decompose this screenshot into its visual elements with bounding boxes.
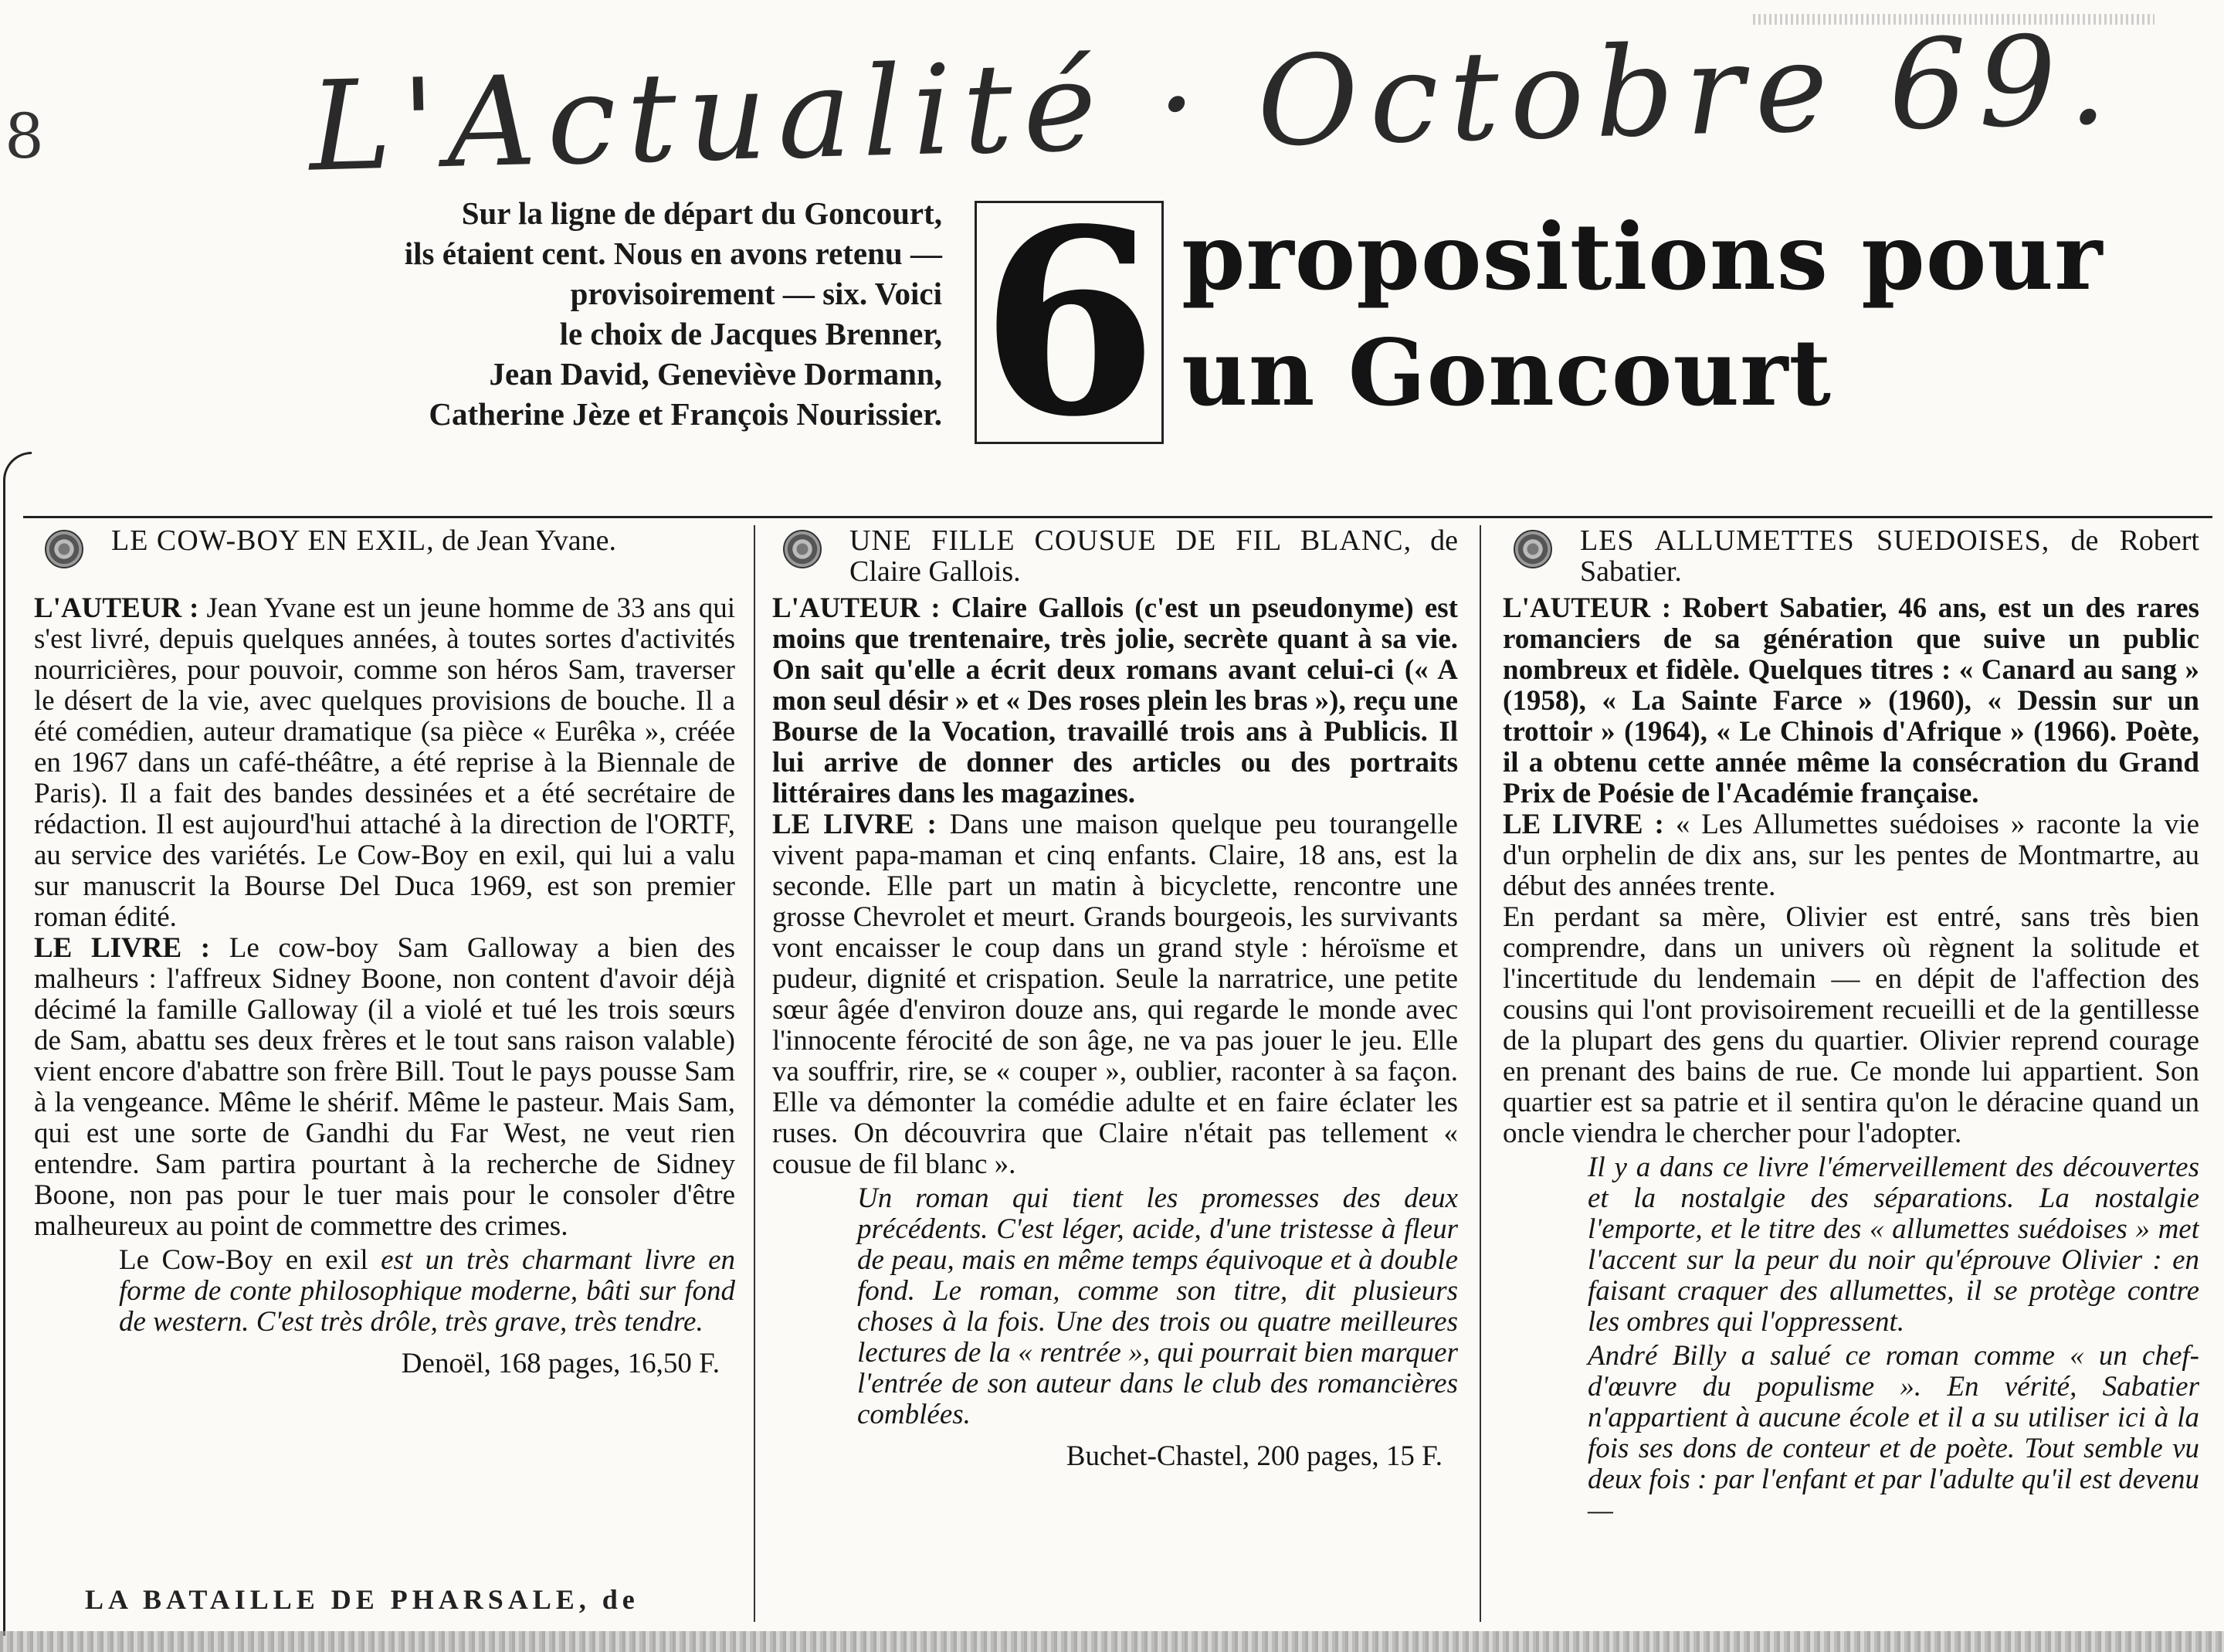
author-paragraph: [772, 593, 1458, 809]
comment-text: est un très charmant livre en forme de conte philosophique moderne, bâti sur fond de western. C'est très drôle, très grave, très tendre.: [119, 1244, 735, 1338]
author-label: L'AUTEUR :: [772, 592, 951, 624]
article-column-3: [1503, 525, 2199, 1622]
book-paragraph: [1503, 809, 2199, 902]
author-label: L'AUTEUR :: [34, 592, 207, 624]
next-article-title: LA BATAILLE DE PHARSALE, de: [85, 1584, 639, 1615]
book-paragraph: [34, 933, 735, 1242]
comment-text: Un roman qui tient les promesses des deux précédents. C'est léger, acide, d'une tristesse à fleur de peau, mais en même temps équivoque et à double fond. Le roman, comme son titre, dit plusieurs choses à la fois. Une des trois ou quatre meilleures lectures de la « rentrée », qui pourrait bien marquer l'entrée de son auteur dans le club des romancières comblées.: [857, 1182, 1458, 1430]
book-label: LE LIVRE :: [34, 932, 229, 964]
book-label: LE LIVRE :: [772, 809, 950, 840]
headline-line-2: un Goncourt: [1182, 319, 1832, 426]
comment-roman: Le Cow-Boy en exil: [119, 1244, 381, 1276]
author-paragraph: [1503, 593, 2199, 809]
publisher-info: Buchet-Chastel, 200 pages, 15 F.: [1066, 1440, 1443, 1472]
intro-line: le choix de Jacques Brenner,: [559, 316, 942, 351]
book-paragraph-continued: En perdant sa mère, Olivier est entré, sans très bien comprendre, dans un univers où règnent la solitude et l'incertitude du lendemain — en dépit de l'affection des cousins qui l'ont provisoirement recueilli et de la gentillesse de la plupart des gens du quartier. Olivier reprend courage en prenant des bains de rue. Ce monde lui appartient. Son quartier est sa patrie et il sentira qu'on le déracine quand un oncle viendra le chercher pour l'adopter.: [1503, 901, 2199, 1149]
intro-line: Jean David, Geneviève Dormann,: [489, 356, 942, 392]
bullet-disc-icon: [1514, 530, 1552, 568]
article-column-1: [34, 525, 735, 1622]
comment-text: Il y a dans ce livre l'émerveillement des découvertes et la nostalgie des séparations. La nostalgie l'emporte, et le titre des « allumettes suédoises » met l'accent sur la peur du noir qu'éprouve Olivier : en faisant craquer des allumettes, il se protège contre les ombres qui l'oppressent.: [1588, 1152, 2199, 1338]
book-title: [1503, 525, 2199, 587]
book-author: de Claire Gallois.: [849, 525, 1458, 588]
book-title-text: LES ALLUMETTES SUEDOISES,: [1580, 525, 2050, 557]
headline-line-1: propositions pour: [1182, 203, 2104, 310]
author-label: L'AUTEUR :: [1503, 592, 1683, 624]
review-comment: [857, 1183, 1458, 1430]
review-comment: [1588, 1152, 2199, 1338]
intro-paragraph: [224, 193, 942, 434]
bullet-disc-icon: [45, 530, 83, 568]
intro-line: Sur la ligne de départ du Goncourt,: [461, 195, 942, 231]
author-text: Claire Gallois (c'est un pseudonyme) est moins que trentenaire, très jolie, secrète quant à sa vie. On sait qu'elle a écrit deux romans avant celui-ci (« A mon seul désir » et « Des roses plein les bras »), reçu une Bourse de la Vocation, travaillé trois ans à Publicis. Il lui arrive de donner des articles ou des portraits littéraires dans les magazines.: [772, 592, 1458, 809]
book-title-text: UNE FILLE COUSUE DE FIL BLANC,: [849, 525, 1412, 557]
book-title: [772, 525, 1458, 587]
book-label: LE LIVRE :: [1503, 809, 1676, 840]
intro-line: provisoirement — six. Voici: [570, 276, 942, 311]
author-text: Robert Sabatier, 46 ans, est un des rares romanciers de sa génération que suive un public nombreux et fidèle. Quelques titres : « Canard au sang » (1958), « La Sainte Farce » (1960), « Dessin sur un trottoir » (1964), « Le Chinois d'Afrique » (1966). Poète, il a obtenu cette année même la consécration du Grand Prix de Poésie de l'Académie française.: [1503, 592, 2199, 809]
headline: [1182, 199, 2103, 431]
book-paragraph: [772, 809, 1458, 1180]
review-comment-continued: André Billy a salué ce roman comme « un chef-d'œuvre du populisme ». En vérité, Sabatier n'appartient à aucune école et il a su utiliser ici à la fois ses dons de conteur et de poète. Tout semble vu deux fois : par l'enfant et par l'adulte qu'il est devenu —: [1588, 1340, 2199, 1526]
intro-line: Catherine Jèze et François Nourissier.: [429, 396, 942, 432]
review-comment: [119, 1245, 735, 1338]
publisher-info: Denoël, 168 pages, 16,50 F.: [401, 1348, 720, 1379]
article-column-2: [772, 525, 1458, 1622]
margin-bracket: [3, 452, 32, 1636]
headline-number-box: [975, 201, 1164, 444]
handwritten-note: L'Actualité · Octobre 69.: [307, 7, 2120, 199]
author-text: Jean Yvane est un jeune homme de 33 ans qui s'est livré, depuis quelques années, à toutes sortes d'activités nourricières, pour pouvoir, comme son héros Sam, traverser le désert de la vie, avec quelques provisions de bouche. Il a été comédien, auteur dramatique (sa pièce « Eurêka », créée en 1967 dans un café-théâtre, a été reprise à la Biennale de Paris). Il a fait des bandes dessinées et a été secrétaire de rédaction. Il est aujourd'hui attaché à la direction de l'ORTF, au service des variétés. Le Cow-Boy en exil, qui lui a valu sur manuscrit la Bourse Del Duca 1969, est son premier roman édité.: [34, 592, 735, 933]
book-text: Dans une maison quelque peu tourangelle vivent papa-maman et cinq enfants. Claire, 18 ans, est la seconde. Elle part un matin à bicyclette, rencontre une grosse Chevrolet et meurt. Grands bourgeois, les survivants vont encaisser le coup dans un grand style : héroïsme et pudeur, dignité et crispation. Seule la narratrice, une petite sœur âgée d'environ douze ans, qui regarde le monde avec l'innocente férocité de son âge, ne va pas jouer le jeu. Elle va souffrir, rire, se « couper », oublier, raconter à sa façon. Elle va démonter la comédie adulte et en faire éclater les ruses. On découvrira que Claire n'était pas tellement « cousue de fil blanc ».: [772, 809, 1458, 1180]
column-rule: [754, 525, 755, 1622]
book-author: de Robert Sabatier.: [1580, 525, 2199, 588]
headline-number: 6: [980, 201, 1158, 444]
book-text: Le cow-boy Sam Galloway a bien des malheurs : l'affreux Sidney Boone, non content d'avoir déjà décimé la famille Galloway (il a violé et tué les trois sœurs de Sam, abattu ses deux frères et le tout sans raison valable) vient encore d'abattre son frère Bill. Tout le pays pousse Sam à la vengeance. Même le shérif. Même le pasteur. Mais Sam, qui est une sorte de Gandhi du Far West, ne veut rien entendre. Sam partira pourtant à la recherche de Sidney Boone, non pas pour le tuer mais pour le consoler d'être malheureux au point de commettre des crimes.: [34, 932, 735, 1242]
column-rule: [1480, 525, 1481, 1622]
book-title-text: LE COW-BOY EN EXIL,: [111, 525, 435, 557]
book-text: « Les Allumettes suédoises » raconte la vie d'un orphelin de dix ans, sur les pentes de Montmartre, au début des années trente.: [1503, 809, 2199, 902]
intro-line: ils étaient cent. Nous en avons retenu —: [404, 236, 942, 271]
section-divider: [23, 516, 2212, 518]
scan-smudge-bottom: [0, 1631, 2224, 1652]
book-title: [34, 525, 735, 587]
margin-mark: 8: [5, 100, 44, 172]
bullet-disc-icon: [783, 530, 822, 568]
author-paragraph: [34, 593, 735, 933]
book-author: de Jean Yvane.: [434, 525, 616, 557]
